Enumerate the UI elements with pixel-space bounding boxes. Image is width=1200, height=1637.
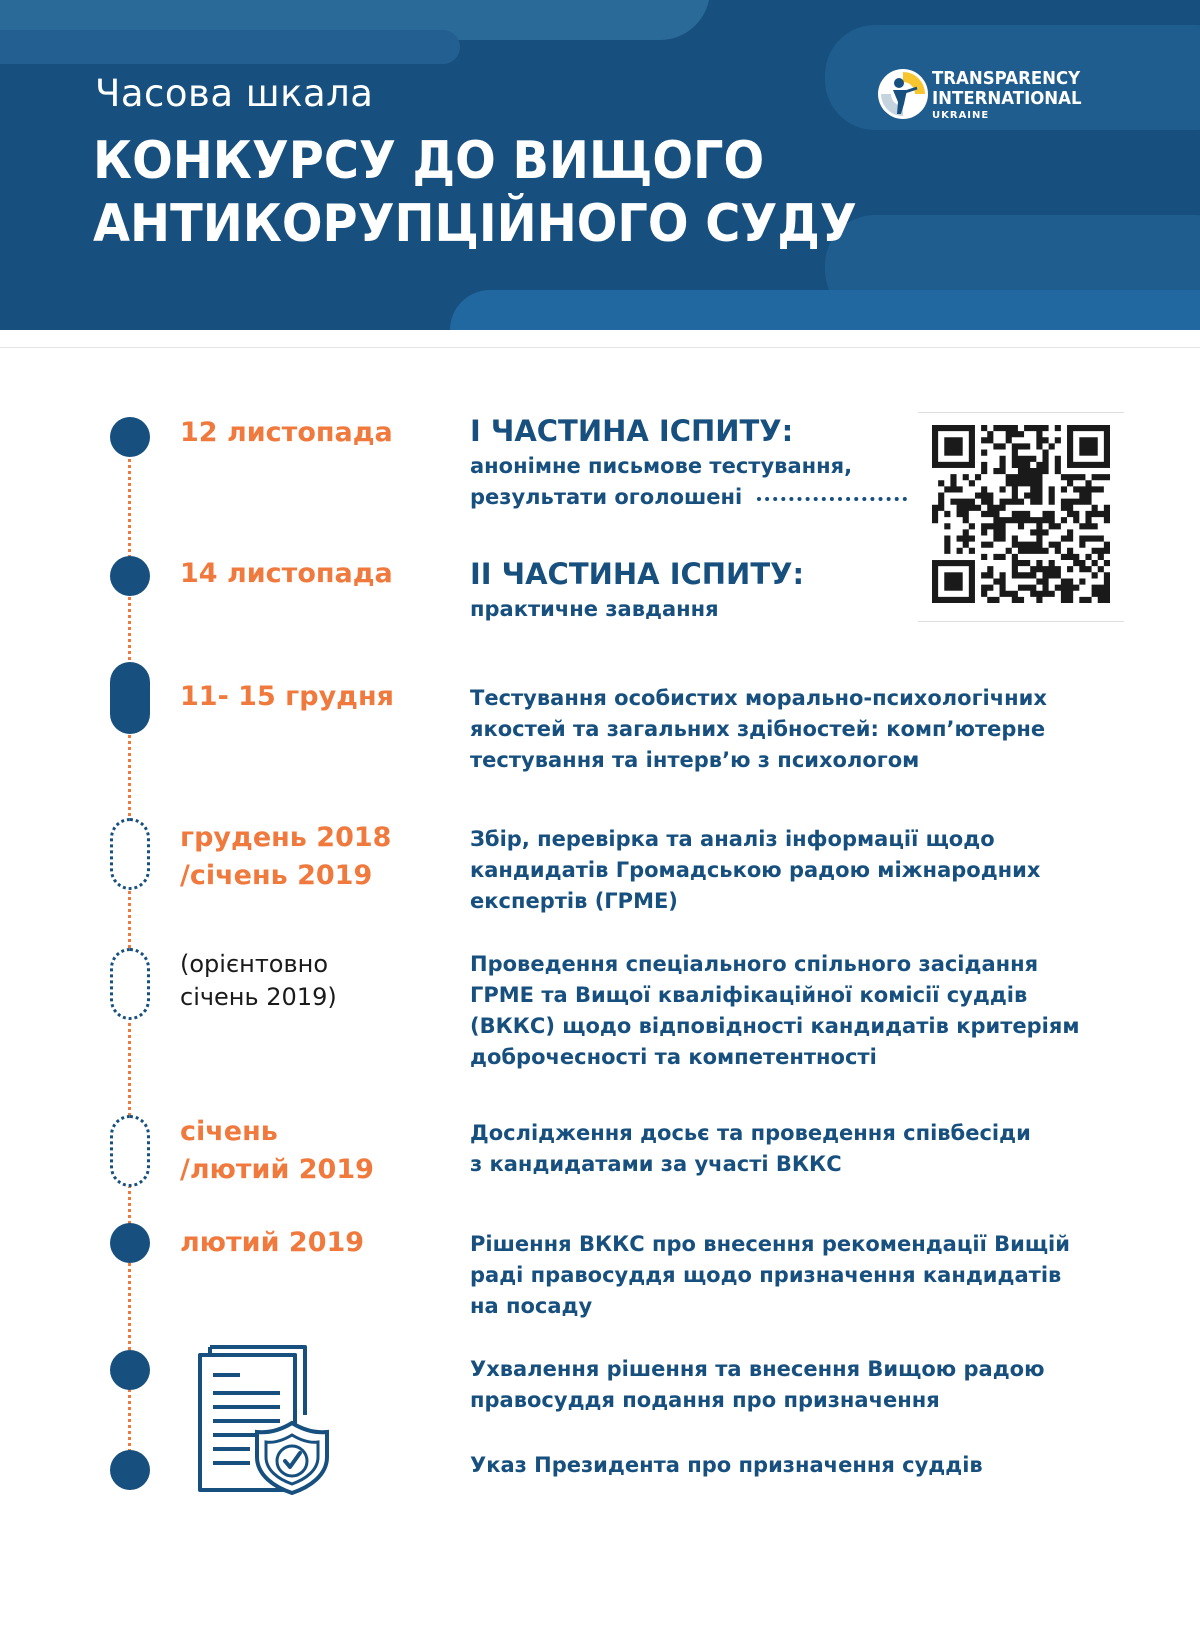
page-title-line: АНТИКОРУПЦІЙНОГО СУДУ: [93, 194, 857, 254]
timeline-date: лютий 2019: [180, 1227, 365, 1258]
page-subtitle: Часова шкала: [95, 72, 374, 115]
logo-wordmark: [932, 69, 1095, 122]
timeline-node-filled: [110, 1223, 150, 1263]
logo-line: INTERNATIONAL: [932, 88, 1082, 109]
logo-line: TRANSPARENCY: [932, 68, 1081, 89]
page-title: [93, 130, 857, 256]
decor-pill: [0, 30, 460, 64]
timeline-description: Рішення ВККС про внесення рекомендації Вищій раді правосуддя щодо призначення кандидатів на посаду: [470, 1232, 1070, 1318]
timeline-node-filled: [110, 417, 150, 457]
qr-finder-pattern: [935, 428, 972, 465]
leader-dots: [757, 497, 907, 501]
timeline-description: практичне завдання: [470, 597, 719, 621]
timeline-description: Дослідження досьє та проведення співбесіди з кандидатами за участі ВККС: [470, 1121, 1031, 1176]
qr-panel: [918, 412, 1124, 622]
timeline-node-dotted: [110, 818, 150, 890]
timeline-node-filled: [110, 556, 150, 596]
document-shield-check-icon: [195, 1345, 335, 1495]
decor-pill: [450, 290, 1200, 330]
timeline-node-dotted: [110, 1115, 150, 1187]
header-banner: [0, 0, 1200, 330]
divider: [0, 347, 1200, 348]
page-title-line: КОНКУРСУ ДО ВИЩОГО: [93, 131, 765, 191]
timeline-node-filled: [110, 1450, 150, 1490]
timeline-description: Тестування особистих морально-психологічних якостей та загальних здібностей: комп’ютерне тестування та інтерв’ю з психологом: [470, 686, 1047, 772]
exam-part-heading: ІІ ЧАСТИНА ІСПИТУ:: [470, 557, 805, 591]
timeline-date-approx: (орієнтовно січень 2019): [180, 950, 337, 1011]
exam-part-heading: І ЧАСТИНА ІСПИТУ:: [470, 414, 794, 448]
timeline-node-range: [110, 662, 150, 734]
timeline-description: Указ Президента про призначення суддів: [470, 1453, 983, 1477]
timeline-date: 11- 15 грудня: [180, 681, 394, 712]
timeline-description: Збір, перевірка та аналіз інформації щодо кандидатів Громадською радою міжнародних експертів (ГРМЕ): [470, 827, 1041, 913]
timeline-node-dotted: [110, 948, 150, 1020]
timeline-description: Проведення спеціального спільного засідання ГРМЕ та Вищої кваліфікаційної комісії суддів (ВККС) щодо відповідності кандидатів критеріям доброчесності та компетентності: [470, 952, 1080, 1069]
logo-country: UKRAINE: [932, 110, 990, 121]
timeline-description: Ухвалення рішення та внесення Вищою радою правосуддя подання про призначення: [470, 1357, 1045, 1412]
timeline-node-filled: [110, 1350, 150, 1390]
transparency-international-logo-icon: [877, 68, 929, 120]
timeline-date: січень /лютий 2019: [180, 1116, 374, 1185]
timeline-date: грудень 2018 /січень 2019: [180, 822, 392, 891]
timeline-date: 12 листопада: [180, 417, 393, 448]
qr-code-icon: [932, 425, 1110, 603]
qr-finder-pattern: [1070, 428, 1107, 465]
transparency-logo: [877, 66, 1117, 126]
timeline-description: анонімне письмове тестування, результати оголошені: [470, 454, 853, 509]
qr-finder-pattern: [935, 563, 972, 600]
timeline-date: 14 листопада: [180, 558, 393, 589]
